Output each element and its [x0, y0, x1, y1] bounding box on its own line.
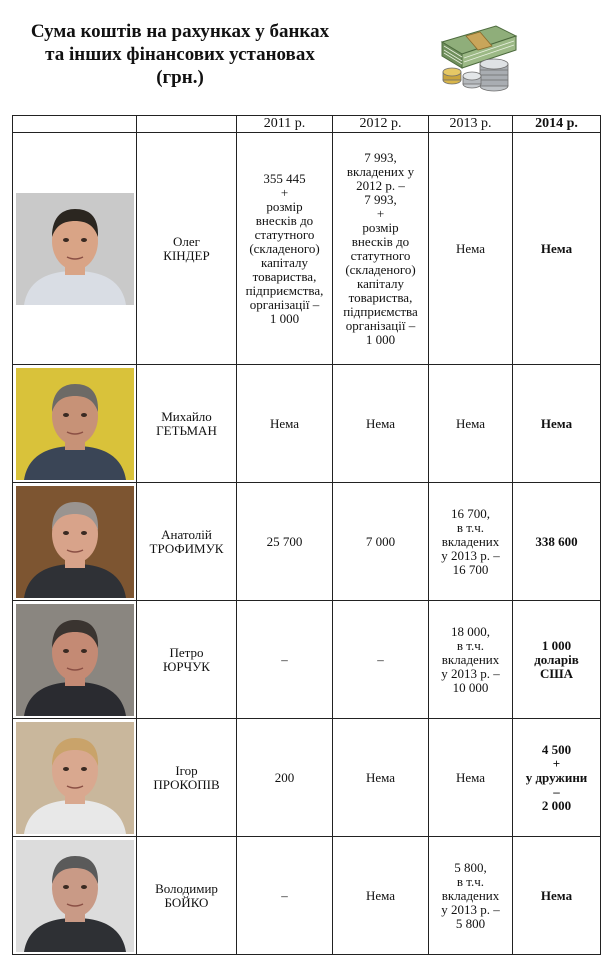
person-photo — [16, 368, 134, 480]
amount-2011: 25 700 — [237, 483, 333, 601]
amount-2011: – — [237, 601, 333, 719]
table-row — [13, 365, 601, 483]
amount-2014: 1 000 доларів США — [513, 601, 601, 719]
last-name: ТРОФИМУК — [149, 540, 224, 556]
amount-2014: Нема — [513, 837, 601, 955]
photo-cell — [13, 483, 137, 601]
amount-2013: Нема — [429, 365, 513, 483]
amount-2011: Нема — [237, 365, 333, 483]
amount-2014: Нема — [513, 365, 601, 483]
photo-cell — [13, 719, 137, 837]
money-stack-coins-icon — [436, 20, 522, 94]
amount-2012: Нема — [333, 365, 429, 483]
person-name — [137, 133, 237, 365]
header-year-2011: 2011 р. — [237, 116, 333, 133]
person-photo — [16, 604, 134, 716]
amount-2011: 355 445 + розмір внесків до статутного (складеного) капіталу товариства, підприємства, організації – 1 000 — [237, 133, 333, 365]
person-name — [137, 601, 237, 719]
header-photo-cell — [13, 116, 137, 133]
amount-2012: – — [333, 601, 429, 719]
first-name: Олег — [173, 233, 200, 249]
first-name: Михайло — [161, 408, 212, 424]
amount-2013: 18 000, в т.ч. вкладених у 2013 р. – 10 000 — [429, 601, 513, 719]
accounts-table — [12, 115, 601, 955]
title-line-2: та інших фінансових установах — [45, 44, 315, 65]
amount-2012: 7 993, вкладених у 2012 р. – 7 993, + розмір внесків до статутного (складеного) капіталу товариства, підприємства організації – 1 000 — [333, 133, 429, 365]
title-line-1: Сума коштів на рахунках у банках — [30, 21, 330, 42]
person-name — [137, 483, 237, 601]
table-row — [13, 601, 601, 719]
amount-2014: Нема — [513, 133, 601, 365]
last-name: КІНДЕР — [163, 247, 210, 263]
first-name: Анатолій — [161, 526, 212, 542]
person-name — [137, 719, 237, 837]
photo-cell — [13, 133, 137, 365]
first-name: Володимир — [155, 880, 218, 896]
photo-cell — [13, 837, 137, 955]
person-name — [137, 365, 237, 483]
person-photo — [16, 486, 134, 598]
table-row — [13, 719, 601, 837]
page-title — [20, 20, 340, 89]
amount-2012: Нема — [333, 837, 429, 955]
first-name: Ігор — [175, 762, 198, 778]
amount-2013: 16 700, в т.ч. вкладених у 2013 р. – 16 700 — [429, 483, 513, 601]
header-name-cell — [137, 116, 237, 133]
last-name: ГЕТЬМАН — [156, 422, 217, 438]
header-year-2013: 2013 р. — [429, 116, 513, 133]
table-header-row — [13, 116, 601, 133]
person-photo — [16, 722, 134, 834]
first-name: Петро — [169, 644, 204, 660]
person-photo — [16, 840, 134, 952]
amount-2013: 5 800, в т.ч. вкладених у 2013 р. – 5 800 — [429, 837, 513, 955]
amount-2011: – — [237, 837, 333, 955]
last-name: БОЙКО — [164, 894, 209, 910]
amount-2012: 7 000 — [333, 483, 429, 601]
table-row — [13, 133, 601, 365]
amount-2013: Нема — [429, 719, 513, 837]
amount-2011: 200 — [237, 719, 333, 837]
photo-cell — [13, 601, 137, 719]
title-line-3: (грн.) — [156, 67, 204, 88]
header-year-2012: 2012 р. — [333, 116, 429, 133]
amount-2014: 4 500 + у дружини – 2 000 — [513, 719, 601, 837]
amount-2014: 338 600 — [513, 483, 601, 601]
amount-2012: Нема — [333, 719, 429, 837]
header-year-2014: 2014 р. — [513, 116, 601, 133]
amount-2013: Нема — [429, 133, 513, 365]
person-name — [137, 837, 237, 955]
table-row — [13, 483, 601, 601]
last-name: ЮРЧУК — [163, 658, 210, 674]
table-row — [13, 837, 601, 955]
photo-cell — [13, 365, 137, 483]
person-photo — [16, 193, 134, 305]
last-name: ПРОКОПІВ — [153, 776, 220, 792]
